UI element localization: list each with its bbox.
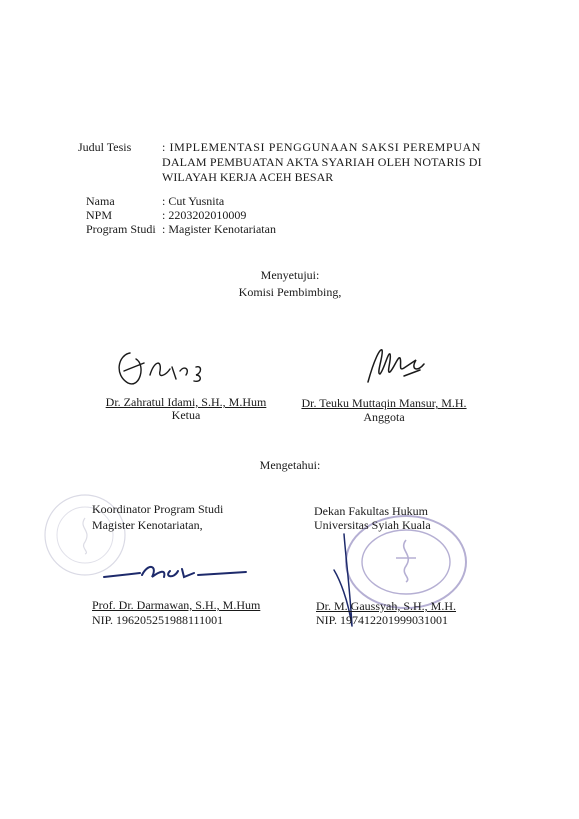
thesis-title-line-1: : IMPLEMENTASI PENGGUNAAN SAKSI PEREMPUAN: [162, 140, 481, 154]
info-label: Program Studi: [86, 222, 156, 236]
member-role: Anggota: [363, 410, 405, 424]
dean-nip: NIP. 197412201999031001: [316, 613, 449, 627]
chair-role: Ketua: [171, 408, 201, 422]
thesis-title: [162, 140, 502, 185]
title-label: Judul Tesis: [78, 140, 132, 154]
approved-heading: Menyetujui:: [260, 268, 320, 282]
coordinator-name: Prof. Dr. Darmawan, S.H., M.Hum: [92, 598, 261, 612]
info-value: : 2203202010009: [162, 208, 247, 222]
dean-title-2: Universitas Syiah Kuala: [314, 518, 431, 532]
coordinator-nip: NIP. 196205251988111001: [92, 613, 224, 627]
member-signature: [360, 340, 440, 390]
coordinator-title-2: Magister Kenotariatan,: [92, 518, 203, 532]
coordinator-signature: [100, 555, 250, 590]
committee-heading: Komisi Pembimbing,: [238, 285, 342, 299]
thesis-title-line-3: WILAYAH KERJA ACEH BESAR: [162, 170, 334, 184]
thesis-title-line-2: DALAM PEMBUATAN AKTA SYARIAH OLEH NOTARIS DI: [162, 155, 482, 169]
info-row-program: [86, 222, 346, 237]
chair-name: Dr. Zahratul Idami, S.H., M.Hum: [105, 395, 267, 409]
info-label: Nama: [86, 194, 115, 208]
member-name: Dr. Teuku Muttaqin Mansur, M.H.: [301, 396, 467, 410]
dean-title-1: Dekan Fakultas Hukum: [314, 504, 428, 518]
dean-name: Dr. M. Gaussyah, S.H., M.H.: [316, 599, 457, 613]
coordinator-title-1: Koordinator Program Studi: [92, 502, 224, 516]
info-value: : Magister Kenotariatan: [162, 222, 276, 236]
info-label: NPM: [86, 208, 113, 222]
info-row-name: [86, 194, 346, 209]
acknowledged-heading: Mengetahui:: [259, 458, 321, 472]
chair-signature: [110, 345, 220, 395]
info-value: : Cut Yusnita: [162, 194, 225, 208]
info-row-npm: [86, 208, 346, 223]
